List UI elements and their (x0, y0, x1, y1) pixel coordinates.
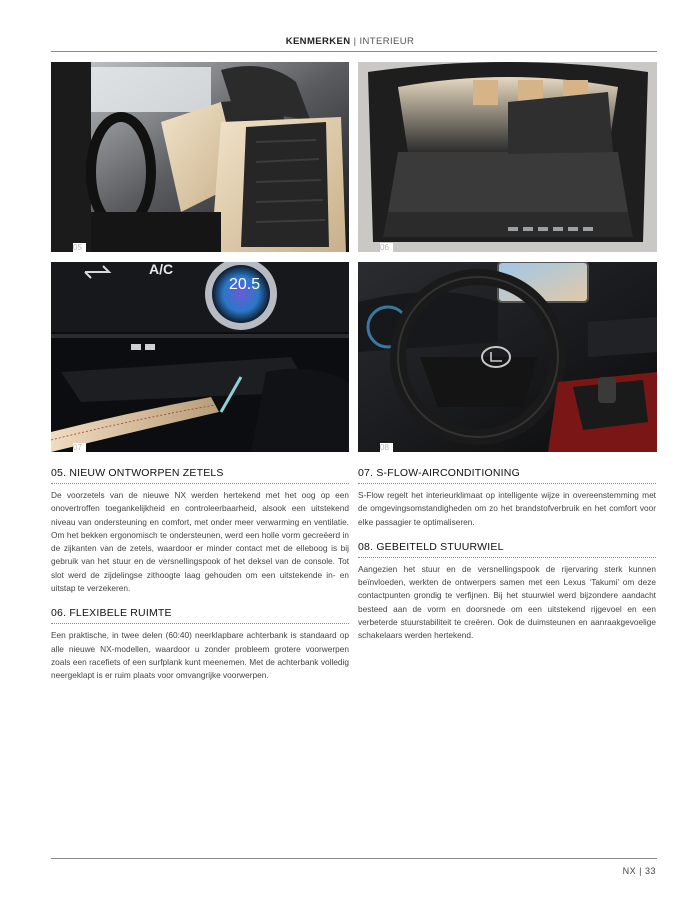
footer-rule (51, 858, 657, 859)
header-rule (51, 51, 657, 52)
photo-number: 05 (73, 243, 86, 252)
page-number: 33 (644, 866, 656, 876)
steering-wheel-illustration (358, 262, 657, 452)
climate-illustration (51, 262, 349, 452)
section-title: 06. FLEXIBELE RUIMTE (51, 607, 349, 624)
photo-number: 06 (380, 243, 393, 252)
section-steering-wheel (358, 541, 656, 643)
footer-model: NX (622, 866, 637, 876)
right-column (358, 467, 656, 643)
page-header (0, 36, 700, 47)
ac-label: A/C (149, 262, 174, 277)
section-body: Een praktische, in twee delen (60:40) neerklapbare achterbank is standaard op alle nieuwe NX-modellen, waardoor u zonder probleem grotere voorwerpen zoals een racefiets of een surfplank kunt meenemen. Met de achterbank volledig neergeklapt is er ruim plaats voor omvangrijke voorwerpen. (51, 630, 349, 681)
header-section: KENMERKEN (285, 36, 351, 47)
section-seats (51, 467, 349, 595)
left-column (51, 467, 349, 683)
header-separator: | (353, 36, 357, 47)
section-title: 07. S-FLOW-AIRCONDITIONING (358, 467, 656, 484)
section-flexible-space (51, 607, 349, 682)
section-body: S-Flow regelt het interieurklimaat op intelligente wijze in overeenstemming met de omgevingsomstandigheden om zo het brandstofverbruik en het comfort voor elke passagier te optimaliseren. (358, 490, 656, 527)
defrost-icon (131, 344, 141, 350)
photo-front-seats (51, 62, 349, 252)
rear-defrost-icon (145, 344, 155, 350)
footer-separator: | (639, 866, 642, 876)
photo-trunk-space (358, 62, 657, 252)
front-seats-illustration (51, 62, 349, 252)
section-body: Aangezien het stuur en de versnellingspook de rijervaring sterk kunnen beïnvloeden, werkten de ontwerpers samen met een Lexus ‘Takumi’ om deze contactpunten grondig te verfijnen. Bij het stuurwiel werd bijzondere aandacht besteed aan de vorm en doorsnede om een uitstekend rijgevoel en een verbeterde stuurstabiliteit te creëren. Ook de duimsteunen en aanraakgevoelige schakelaars werden hertekend. (358, 563, 656, 641)
section-airconditioning (358, 467, 656, 529)
photo-number: 08 (380, 443, 393, 452)
section-title: 08. GEBEITELD STUURWIEL (358, 541, 656, 558)
temperature-readout: 20.5 (229, 276, 261, 293)
section-body: De voorzetels van de nieuwe NX werden hertekend met het oog op een onovertroffen toegankelijkheid en controleerbaarheid, alsook een uitstekend niveau van ondersteuning en comfort, met onder meer verwarming en ventilatie. Om het bekken ergonomisch te ondersteunen, werd een holle vorm gecreëerd in de zijkanten van de zetels, waardoor er minder contact met de elleboog is bij gebruik van het stuur en de versnellingspook of het deksel van de console. Tot slot werd de zijdelingse zithoogte laag gehouden om een uitstekende in- en uitstap te verzekeren. (51, 490, 349, 594)
photo-steering-wheel (358, 262, 657, 452)
header-subsection: INTERIEUR (359, 36, 415, 47)
page-footer (623, 866, 656, 876)
trunk-illustration (358, 62, 657, 252)
section-title: 05. NIEUW ONTWORPEN ZETELS (51, 467, 349, 484)
photo-climate-control (51, 262, 349, 452)
photo-number: 07 (73, 443, 86, 452)
